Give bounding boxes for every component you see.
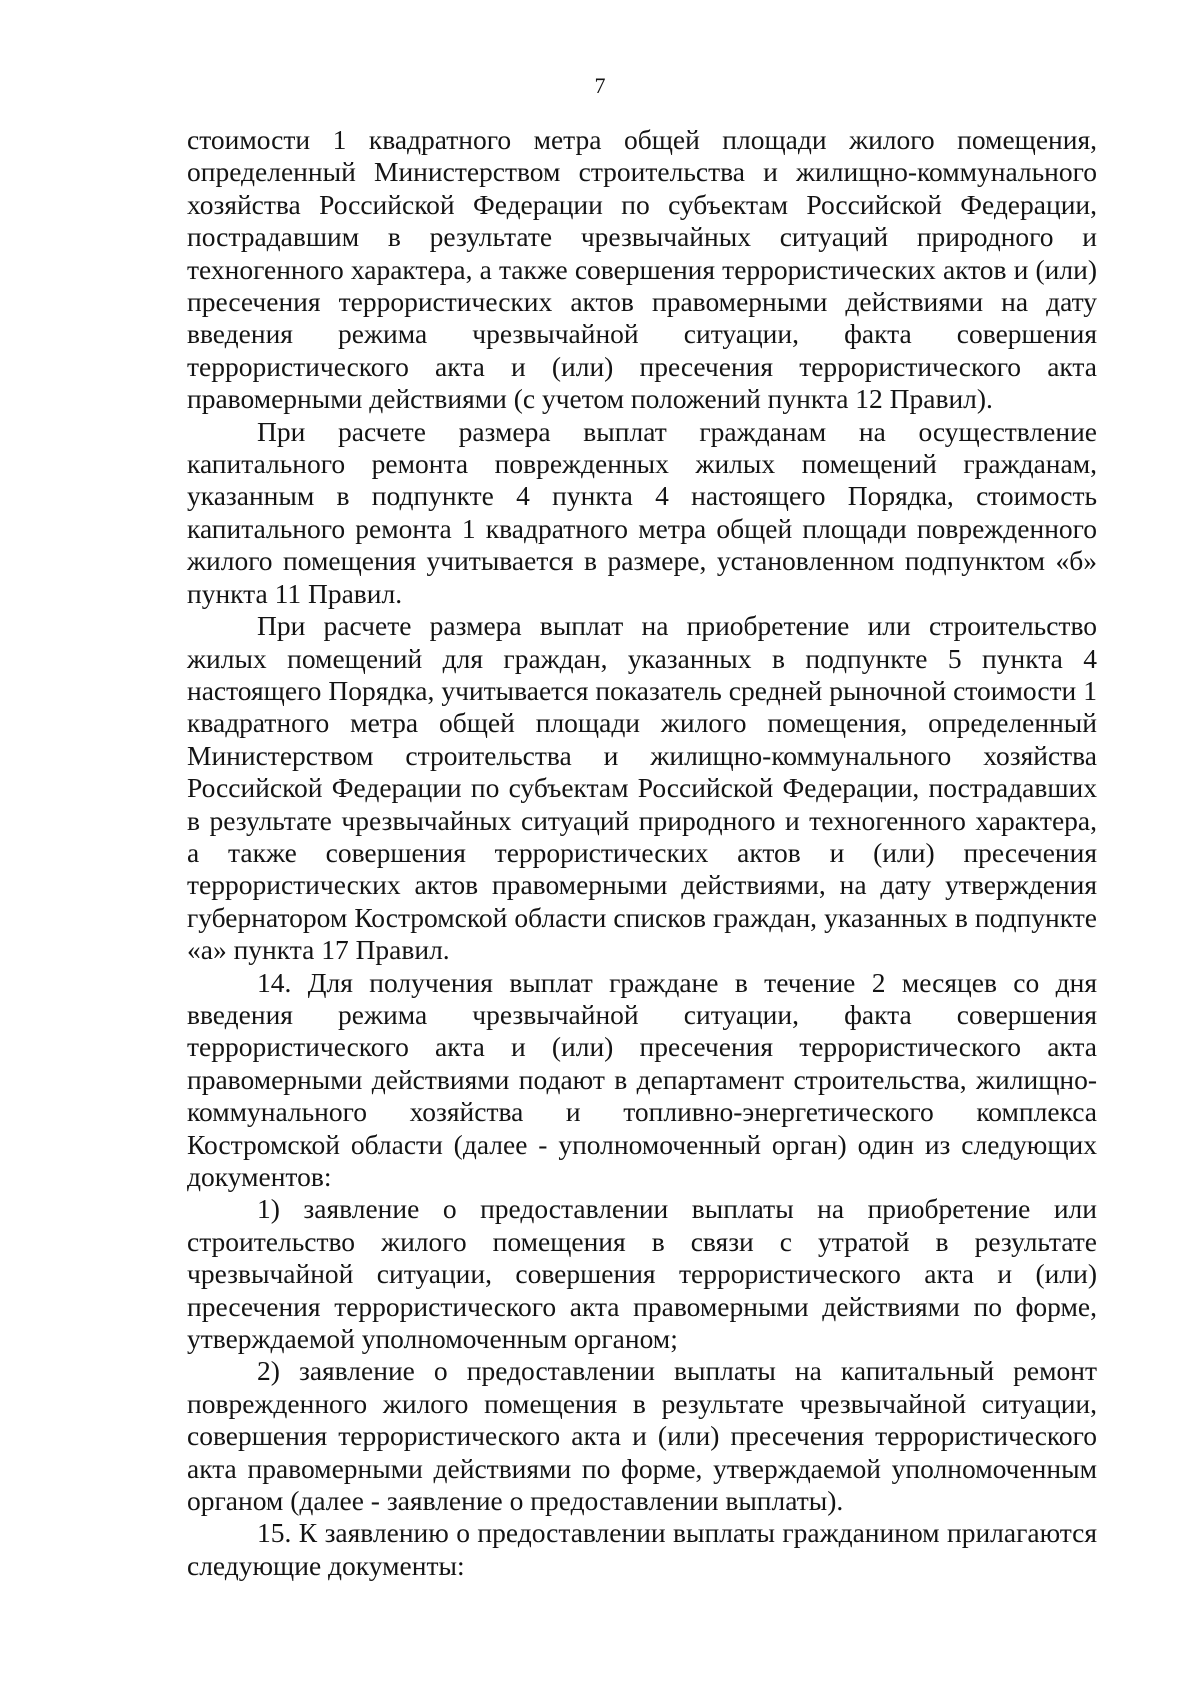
paragraph-capital-repair-calculation: При расчете размера выплат гражданам на осуществление капитального ремонта поврежденных жилых помещений гражданам, указанным в подпункте 4 пункта 4 настоящего Порядка, стоимость капитального ремонта 1 квадратного метра общей площади поврежденного жилого помещения учитывается в размере, установленном подпунктом «б» пункта 11 Правил. — [187, 415, 1097, 609]
paragraph-cost-definition: стоимости 1 квадратного метра общей площади жилого помещения, определенный Министерством строительства и жилищно-коммунального хозяйства Российской Федерации по субъектам Российской Федерации, пострадавшим в результате чрезвычайных ситуаций природного и техногенного характера, а также совершения террористических актов и (или) пресечения террористических актов правомерными действиями на дату введения режима чрезвычайной ситуации, факта совершения террористического акта и (или) пресечения террористического акта правомерными действиями (с учетом положений пункта 12 Правил). — [187, 124, 1097, 415]
paragraph-clause-15: 15. К заявлению о предоставлении выплаты гражданином прилагаются следующие документы: — [187, 1517, 1097, 1581]
list-item-1-application: 1) заявление о предоставлении выплаты на приобретение или строительство жилого помещения в связи с утратой в результате чрезвычайной ситуации, совершения террористического акта и (или) пресечения террористического акта правомерными действиями по форме, утверждаемой уполномоченным органом; — [187, 1193, 1097, 1355]
list-item-2-application: 2) заявление о предоставлении выплаты на капитальный ремонт поврежденного жилого помещения в результате чрезвычайной ситуации, совершения террористического акта и (или) пресечения террористического акта правомерными действиями по форме, утверждаемой уполномоченным органом (далее - заявление о предоставлении выплаты). — [187, 1355, 1097, 1517]
paragraph-clause-14: 14. Для получения выплат граждане в течение 2 месяцев со дня введения режима чрезвычайной ситуации, факта совершения террористического акта и (или) пресечения террористического акта правомерными действиями подают в департамент строительства, жилищно-коммунального хозяйства и топливно-энергетического комплекса Костромской области (далее - уполномоченный орган) один из следующих документов: — [187, 966, 1097, 1192]
paragraph-purchase-calculation: При расчете размера выплат на приобретение или строительство жилых помещений для граждан, указанных в подпункте 5 пункта 4 настоящего Порядка, учитывается показатель средней рыночной стоимости 1 квадратного метра общей площади жилого помещения, определенный Министерством строительства и жилищно-коммунального хозяйства Российской Федерации по субъектам Российской Федерации, пострадавших в результате чрезвычайных ситуаций природного и техногенного характера, а также совершения террористических актов и (или) пресечения террористических актов правомерными действиями, на дату утверждения губернатором Костромской области списков граждан, указанных в подпункте «а» пункта 17 Правил. — [187, 610, 1097, 966]
document-body — [187, 124, 1097, 1582]
page-number: 7 — [594, 73, 606, 98]
